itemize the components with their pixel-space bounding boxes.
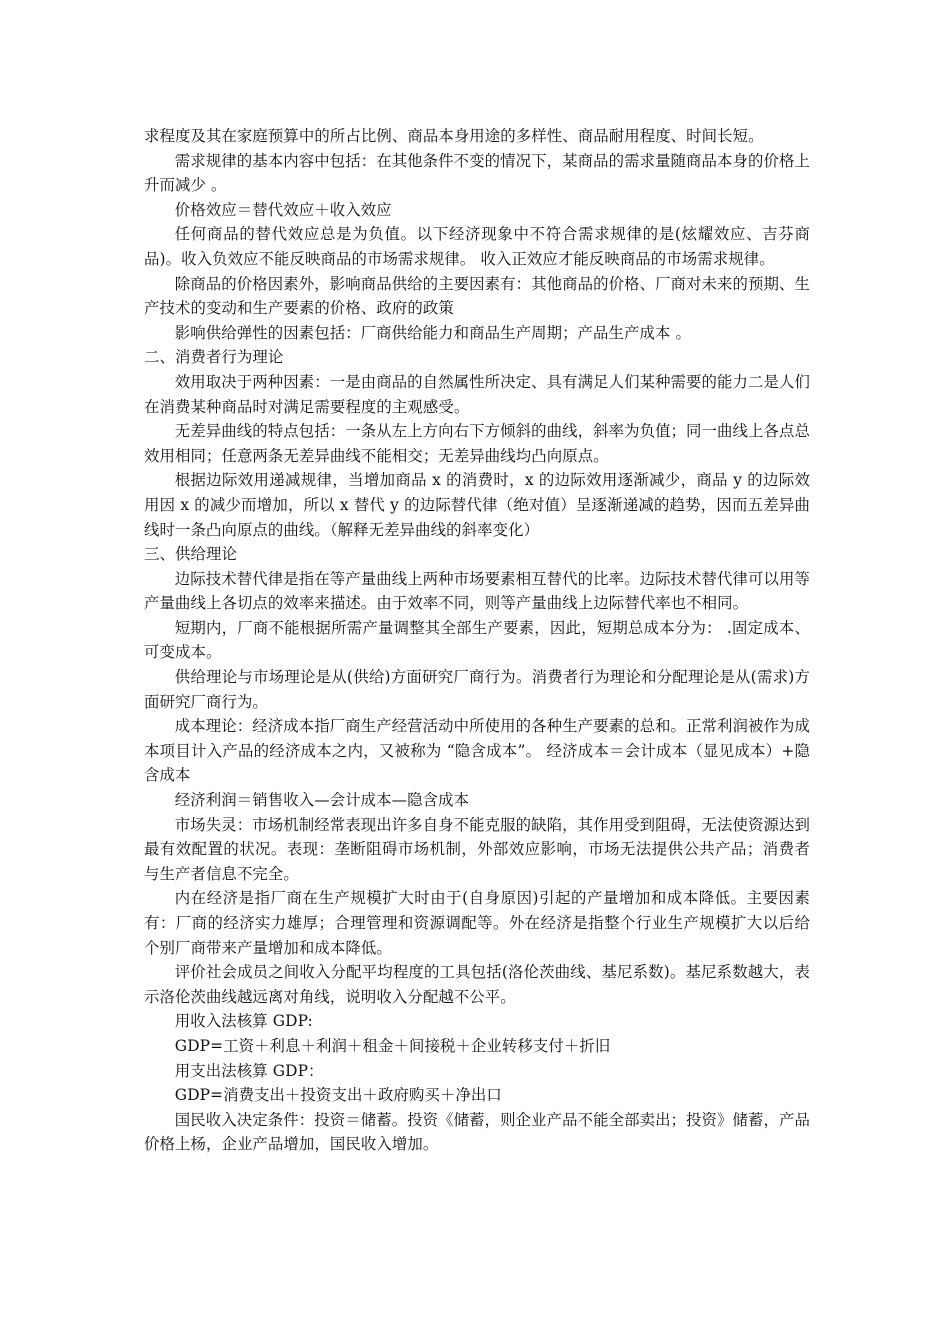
paragraph: 价格效应＝替代效应＋收入效应 xyxy=(174,200,392,219)
paragraph: 任何商品的替代效应总是为负值。以下经济现象中不符合需求规律的是(炫耀效应、吉芬商品)。收入负效应不能反映商品的市场需求规律。 收入正效应才能反映商品的市场需求规律。 xyxy=(144,225,810,268)
paragraph: 经济利润＝销售收入—会计成本—隐含成本 xyxy=(174,791,470,810)
formula: GDP=消费支出＋投资支出＋政府购买＋净出口 xyxy=(174,1086,502,1105)
paragraph: 影响供给弹性的因素包括：厂商供给能力和商品生产周期；产品生产成本 。 xyxy=(174,323,691,342)
paragraph: 成本理论：经济成本指厂商生产经营活动中所使用的各种生产要素的总和。正常利润被作为成本项目计入产品的经济成本之内，又被称为 “隐含成本”。 经济成本＝会计成本（显见成本）+隐含成本 xyxy=(144,717,810,785)
paragraph: 国民收入决定条件：投资＝储蓄。投资《储蓄，则企业产品不能全部卖出；投资》储蓄，产品价格上杨，企业产品增加，国民收入增加。 xyxy=(144,1110,810,1154)
paragraph: 边际技术替代律是指在等产量曲线上两种市场要素相互替代的比率。边际技术替代律可以用等产量曲线上各切点的效率来描述。由于效率不同，则等产量曲线上边际替代率也不相同。 xyxy=(144,569,810,613)
section-heading: 三、供给理论 xyxy=(144,545,237,564)
paragraph: 除商品的价格因素外，影响商品供给的主要因素有：其他商品的价格、厂商对未来的预期、生产技术的变动和生产要素的价格、政府的政策 xyxy=(144,274,810,318)
section-heading: 二、消费者行为理论 xyxy=(144,348,284,367)
formula-heading: 用收入法核算 GDP: xyxy=(174,1012,313,1031)
formula-heading: 用支出法核算 GDP： xyxy=(174,1061,324,1080)
paragraph: 市场失灵：市场机制经常表现出许多自身不能克服的缺陷，其作用受到阻碍，无法使资源达到最有效配置的状况。表现：垄断阻碍市场机制，外部效应影响，市场无法提供公共产品；消费者与生产者信息不完全。 xyxy=(144,815,810,883)
paragraph: 效用取决于两种因素：一是由商品的自然属性所决定、具有满足人们某种需要的能力二是人们在消费某种商品时对满足需要程度的主观感受。 xyxy=(144,372,810,416)
paragraph: 根据边际效用递减规律，当增加商品 x 的消费时，x 的边际效用逐渐减少，商品 y 的边际效用因 x 的减少而增加，所以 x 替代 y 的边际替代律（绝对值）呈逐渐递减的趋势，因而五差异曲线时一条凸向原点的曲线。（解释无差异曲线的斜率变化） xyxy=(144,471,810,539)
paragraph: 短期内，厂商不能根据所需产量调整其全部生产要素，因此，短期总成本分为： .固定成本、可变成本。 xyxy=(144,618,810,662)
paragraph: 需求规律的基本内容中包括：在其他条件不变的情况下，某商品的需求量随商品本身的价格上升而减少 。 xyxy=(144,151,810,195)
paragraph: 无差异曲线的特点包括：一条从左上方向右下方倾斜的曲线，斜率为负值；同一曲线上各点总效用相同；任意两条无差异曲线不能相交；无差异曲线均凸向原点。 xyxy=(144,422,810,465)
document-body xyxy=(144,124,810,1157)
paragraph: 供给理论与市场理论是从(供给)方面研究厂商行为。消费者行为理论和分配理论是从(需求)方面研究厂商行为。 xyxy=(144,668,810,711)
paragraph: 求程度及其在家庭预算中的所占比例、商品本身用途的多样性、商品耐用程度、时间长短。 xyxy=(144,127,764,145)
formula: GDP=工资＋利息＋利润＋租金＋间接税＋企业转移支付＋折旧 xyxy=(174,1036,611,1055)
paragraph: 评价社会成员之间收入分配平均程度的工具包括(洛伦茨曲线、基尼系数)。基尼系数越大，表示洛伦茨曲线越远离对角线，说明收入分配越不公平。 xyxy=(144,963,810,1006)
paragraph: 内在经济是指厂商在生产规模扩大时由于(自身原因)引起的产量增加和成本降低。主要因素有：厂商的经济实力雄厚；合理管理和资源调配等。外在经济是指整个行业生产规模扩大以后给个别厂商带来产量增加和成本降低。 xyxy=(144,889,810,957)
